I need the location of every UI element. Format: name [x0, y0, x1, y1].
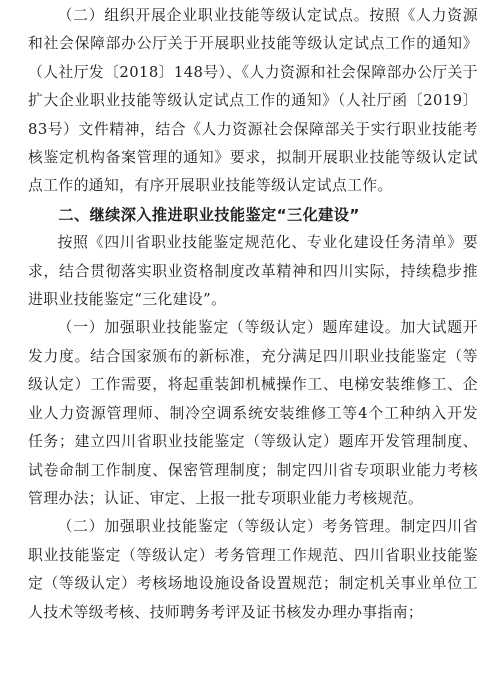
paragraph-task-list: 按照《四川省职业技能鉴定规范化、专业化建设任务清单》要求，结合贯彻落实职业资格制度改革精神和四川实际，持续稳步推进职业技能鉴定“三化建设”。 [28, 234, 478, 309]
paragraph-exam-management: （二）加强职业技能鉴定（等级认定）考务管理。制定四川省职业技能鉴定（等级认定）考务管理工作规范、四川省职业技能鉴定（等级认定）考核场地设施设备设置规范；制定机关事业单位工人技术等级考核、技师聘务考评及证书核发办理办事指南； [28, 518, 478, 621]
paragraph-enterprise-pilot: （二）组织开展企业职业技能等级认定试点。按照《人力资源和社会保障部办公厅关于开展职业技能等级认定试点工作的通知》（人社厅发〔2018〕148号）、《人力资源和社会保障部办公厅关于扩大企业职业技能等级认定试点工作的通知》（人社厅函〔2019〕83号）文件精神，结合《人力资源社会保障部关于实行职业技能考核鉴定机构备案管理的通知》要求，拟制开展职业技能等级认定试点工作的通知，有序开展职业技能等级认定试点工作。 [28, 7, 478, 195]
section-heading-three-modernizations: 二、继续深入推进职业技能鉴定“三化建设” [58, 205, 360, 224]
paragraph-question-bank: （一）加强职业技能鉴定（等级认定）题库建设。加大试题开发力度。结合国家颁布的新标准，充分满足四川职业技能鉴定（等级认定）工作需要，将起重装卸机械操作工、电梯安装维修工、企业人力资源管理师、制冷空调系统安装维修工等4个工种纳入开发任务；建立四川省职业技能鉴定（等级认定）题库开发管理制度、试卷命制工作制度、保密管理制度；制定四川省专项职业能力考核管理办法；认证、审定、上报一批专项职业能力考核规范。 [28, 319, 478, 507]
